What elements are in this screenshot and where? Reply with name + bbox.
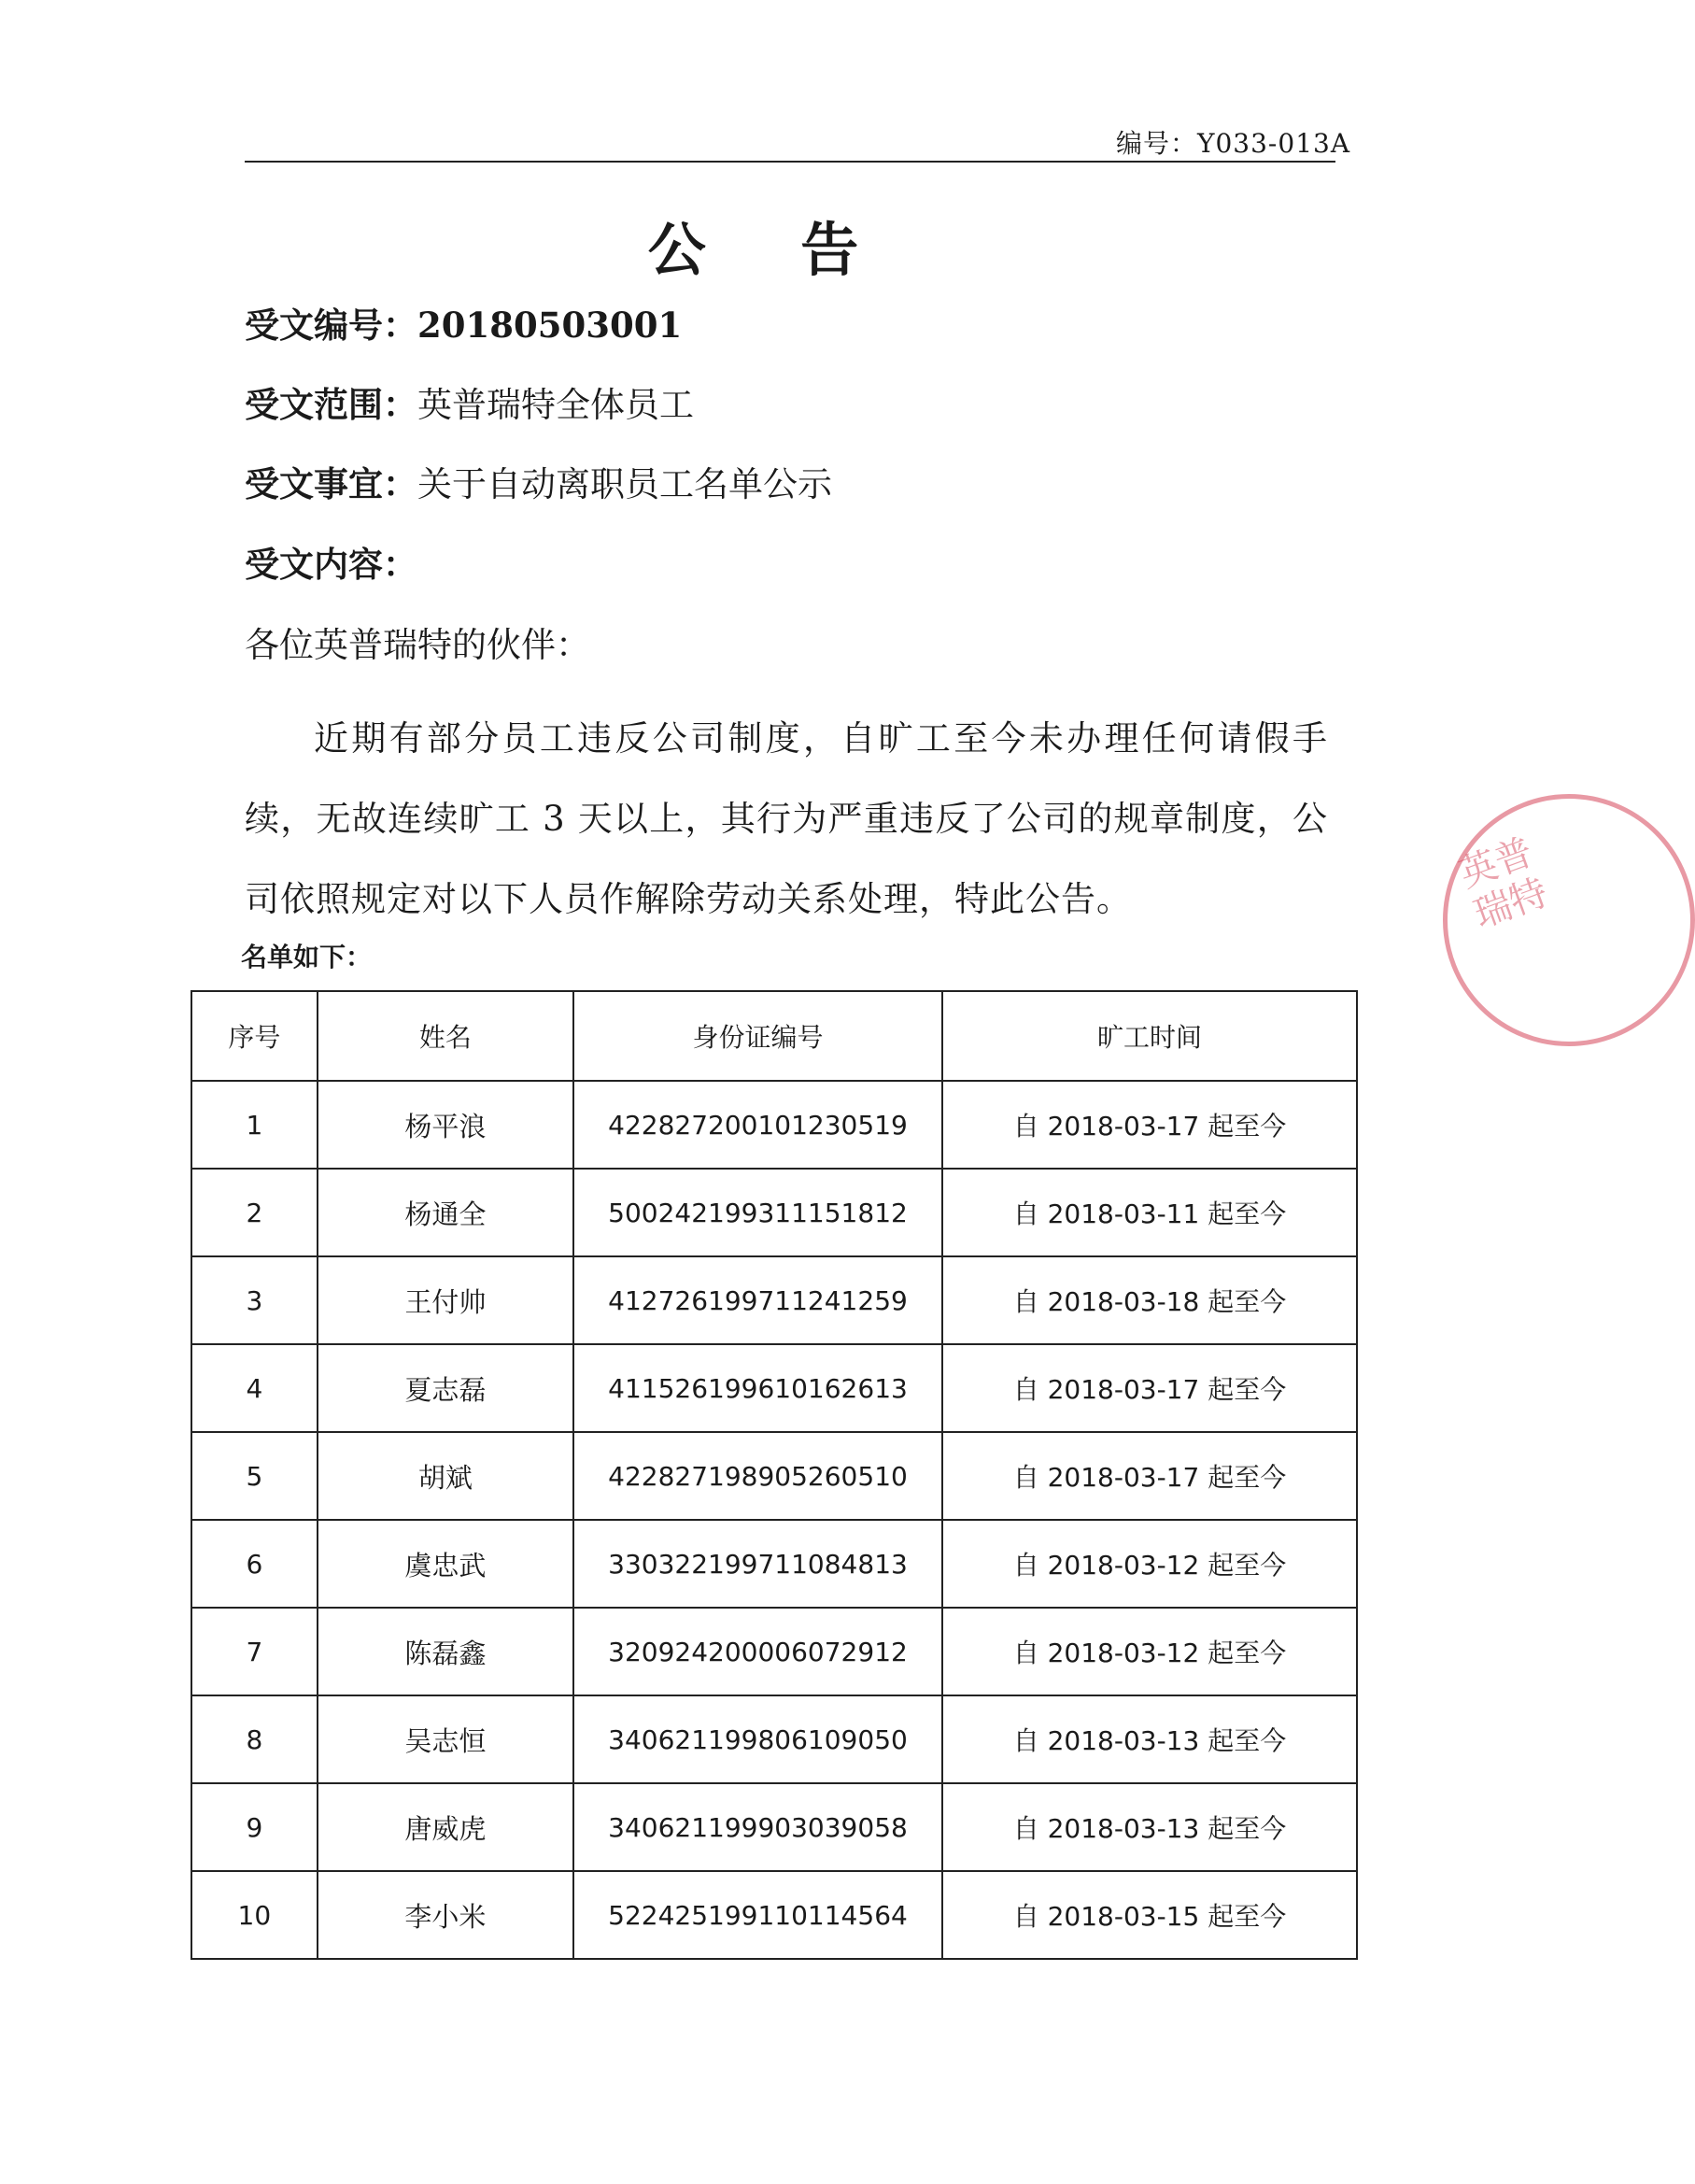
table-row (191, 1695, 1357, 1783)
table-row (191, 1432, 1357, 1520)
field-scope-label: 受文范围： (245, 384, 417, 425)
table-row (191, 1169, 1357, 1256)
cell-seq: 2 (191, 1169, 318, 1256)
cell-id-number: 340621199903039058 (573, 1783, 942, 1871)
cell-name: 胡斌 (318, 1432, 573, 1520)
greeting: 各位英普瑞特的伙伴： (245, 625, 590, 665)
cell-absence-time: 自 2018-03-17 起至今 (942, 1081, 1357, 1169)
cell-absence-time: 自 2018-03-12 起至今 (942, 1608, 1357, 1695)
cell-seq: 7 (191, 1608, 318, 1695)
cell-seq: 3 (191, 1256, 318, 1344)
cell-name: 唐威虎 (318, 1783, 573, 1871)
field-matter-label: 受文事宜： (245, 463, 417, 504)
field-scope-value: 英普瑞特全体员工 (417, 385, 694, 425)
company-seal-text: 英普瑞特 (1453, 830, 1554, 937)
field-number-value: 20180503001 (417, 305, 683, 346)
cell-absence-time: 自 2018-03-13 起至今 (942, 1695, 1357, 1783)
header-absence-time: 旷工时间 (942, 991, 1357, 1081)
cell-id-number: 320924200006072912 (573, 1608, 942, 1695)
header-seq: 序号 (191, 991, 318, 1081)
table-header-row (191, 991, 1357, 1081)
field-content (245, 536, 417, 587)
table-row (191, 1871, 1357, 1959)
page-title: 公 告 (647, 216, 897, 284)
body-paragraph: 近期有部分员工违反公司制度，自旷工至今未办理任何请假手续，无故连续旷工 3 天以上，其行为严重违反了公司的规章制度，公司依照规定对以下人员作解除劳动关系处理，特此公告。 (245, 718, 1328, 919)
list-label: 名单如下： (241, 942, 373, 972)
cell-absence-time: 自 2018-03-15 起至今 (942, 1871, 1357, 1959)
cell-id-number: 340621199806109050 (573, 1695, 942, 1783)
cell-absence-time: 自 2018-03-11 起至今 (942, 1169, 1357, 1256)
field-scope (245, 376, 694, 427)
cell-id-number: 522425199110114564 (573, 1871, 942, 1959)
cell-seq: 8 (191, 1695, 318, 1783)
field-number-label: 受文编号： (245, 305, 417, 346)
cell-absence-time: 自 2018-03-17 起至今 (942, 1432, 1357, 1520)
table-row (191, 1256, 1357, 1344)
cell-id-number: 422827200101230519 (573, 1081, 942, 1169)
table-row (191, 1081, 1357, 1169)
cell-name: 陈磊鑫 (318, 1608, 573, 1695)
cell-name: 杨平浪 (318, 1081, 573, 1169)
field-matter (245, 456, 832, 506)
cell-id-number: 412726199711241259 (573, 1256, 942, 1344)
cell-absence-time: 自 2018-03-17 起至今 (942, 1344, 1357, 1432)
document-code: 编号：Y033-013A (1116, 128, 1351, 159)
cell-name: 吴志恒 (318, 1695, 573, 1783)
employee-table (191, 990, 1358, 1960)
cell-id-number: 330322199711084813 (573, 1520, 942, 1608)
cell-seq: 6 (191, 1520, 318, 1608)
cell-absence-time: 自 2018-03-18 起至今 (942, 1256, 1357, 1344)
cell-name: 虞忠武 (318, 1520, 573, 1608)
header-id-number: 身份证编号 (573, 991, 942, 1081)
cell-name: 李小米 (318, 1871, 573, 1959)
cell-name: 杨通全 (318, 1169, 573, 1256)
cell-seq: 5 (191, 1432, 318, 1520)
cell-id-number: 411526199610162613 (573, 1344, 942, 1432)
cell-id-number: 422827198905260510 (573, 1432, 942, 1520)
header-rule (245, 161, 1335, 163)
field-number (245, 297, 682, 347)
cell-absence-time: 自 2018-03-13 起至今 (942, 1783, 1357, 1871)
cell-seq: 4 (191, 1344, 318, 1432)
table-row (191, 1520, 1357, 1608)
header-name: 姓名 (318, 991, 573, 1081)
field-content-label: 受文内容： (245, 544, 417, 585)
table-row (191, 1344, 1357, 1432)
cell-seq: 9 (191, 1783, 318, 1871)
cell-seq: 10 (191, 1871, 318, 1959)
cell-name: 夏志磊 (318, 1344, 573, 1432)
cell-seq: 1 (191, 1081, 318, 1169)
table-row (191, 1608, 1357, 1695)
cell-id-number: 500242199311151812 (573, 1169, 942, 1256)
field-matter-value: 关于自动离职员工名单公示 (417, 464, 832, 504)
cell-name: 王付帅 (318, 1256, 573, 1344)
table-row (191, 1783, 1357, 1871)
cell-absence-time: 自 2018-03-12 起至今 (942, 1520, 1357, 1608)
